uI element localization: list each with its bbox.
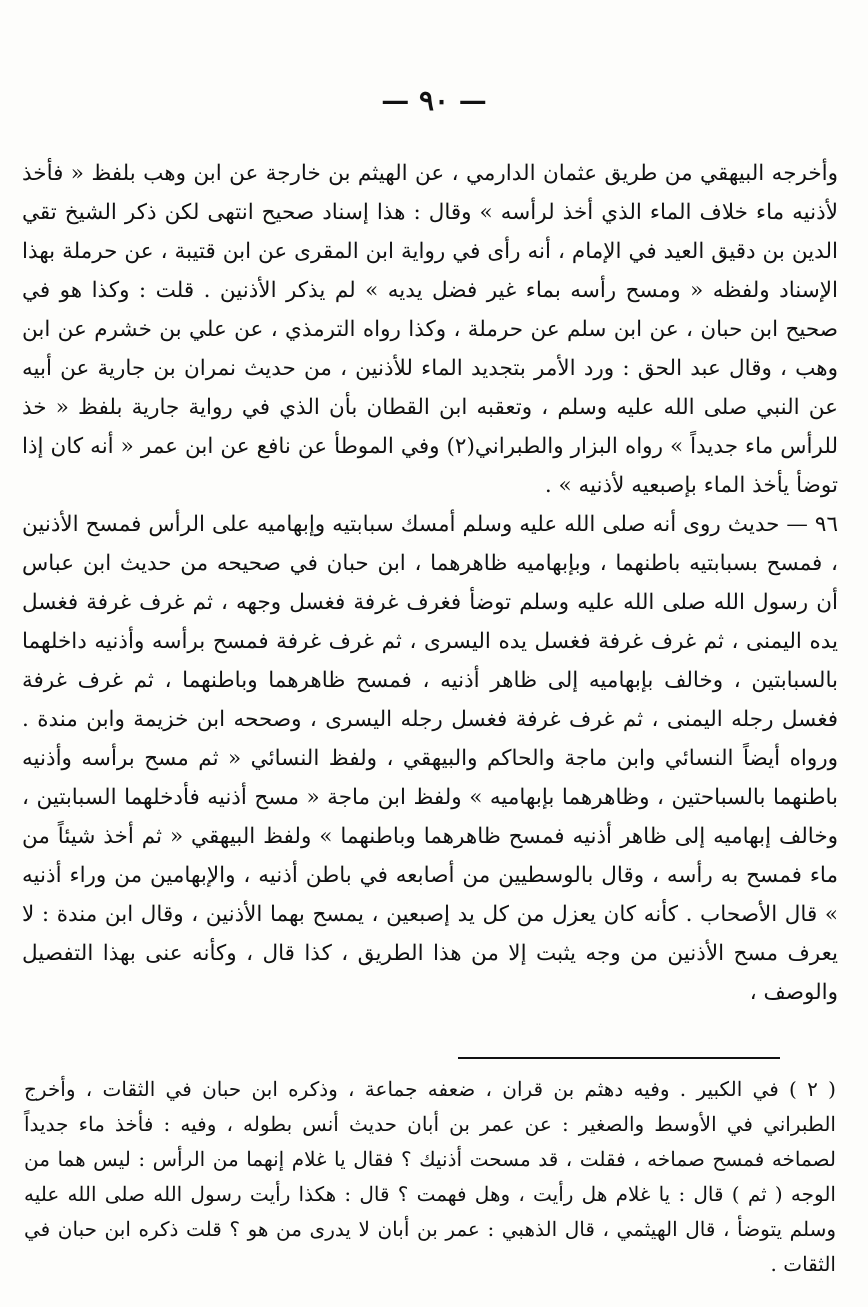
main-body-text: [22, 154, 838, 1012]
footnote-section: [24, 1072, 836, 1282]
paragraph-hadith-96: ٩٦ — حديث روى أنه صلى الله عليه وسلم أمسك سبابتيه وإبهاميه على الرأس فمسح الأذنين ، فمسح بسبابتيه باطنهما ، وبإبهاميه ظاهرهما ، ابن حبان في صحيحه من حديث ابن عباس أن رسول الله صلى الله عليه وسلم توضأ فغرف غرفة فغسل وجهه ، ثم غرف غرفة فغسل يده اليمنى ، ثم غرف غرفة فغسل يده اليسرى ، ثم غرف غرفة فمسح برأسه وأذنيه داخلهما بالسبابتين ، وخالف بإبهاميه إلى ظاهر أذنيه ، فمسح ظاهرهما وباطنهما ، ثم غرف غرفة فغسل رجله اليمنى ، ثم غرف غرفة فغسل رجله اليسرى ، وصححه ابن خزيمة وابن مندة . ورواه أيضاً النسائي وابن ماجة والحاكم والبيهقي ، ولفظ النسائي « ثم مسح برأسه وأذنيه باطنهما بالسباحتين ، وظاهرهما بإبهاميه » ولفظ ابن ماجة « مسح أذنيه فأدخلهما السبابتين ، وخالف إبهاميه إلى ظاهر أذنيه فمسح ظاهرهما وباطنهما » ولفظ البيهقي « ثم أخذ شيئاً من ماء فمسح به رأسه ، وقال بالوسطيين من أصابعه في باطن أذنيه ، والإبهامين من وراء أذنيه » قال الأصحاب . كأنه كان يعزل من كل يد إصبعين ، يمسح بهما الأذنين ، وقال ابن مندة : لا يعرف مسح الأذنين من وجه يثبت إلا من هذا الطريق ، كذا قال ، وكأنه عنى بهذا التفصيل والوصف ،: [22, 512, 838, 1005]
paragraph-takhrij-bayhaqi: وأخرجه البيهقي من طريق عثمان الدارمي ، عن الهيثم بن خارجة عن ابن وهب بلفظ « فأخذ لأذنيه ماء خلاف الماء الذي أخذ لرأسه » وقال : هذا إسناد صحيح انتهى لكن ذكر الشيخ تقي الدين بن دقيق العيد في الإمام ، أنه رأى في رواية ابن المقرى عن ابن قتيبة ، عن حرملة بهذا الإسناد ولفظه « ومسح رأسه بماء غير فضل يديه » لم يذكر الأذنين . قلت : وكذا هو في صحيح ابن حبان ، عن ابن سلم عن حرملة ، وكذا رواه الترمذي ، عن علي بن خشرم عن ابن وهب ، وقال عبد الحق : ورد الأمر بتجديد الماء للأذنين ، من حديث نمران بن جارية عن أبيه عن النبي صلى الله عليه وسلم ، وتعقبه ابن القطان بأن الذي في رواية جارية بلفظ « خذ للرأس ماء جديداً » رواه البزار والطبراني(٢) وفي الموطأ عن نافع عن ابن عمر « أنه كان إذا توضأ يأخذ الماء بإصبعيه لأذنيه » .: [22, 161, 838, 498]
footnote-2: ( ٢ ) في الكبير . وفيه دهثم بن قران ، ضعفه جماعة ، وذكره ابن حبان في الثقات ، وأخرج الطبراني في الأوسط والصغير : عن عمر بن أبان حديث أنس بطوله ، وفيه : فأخذ ماء جديداً لصماخه فمسح صماخه ، فقلت ، قد مسحت أذنيك ؟ فقال يا غلام إنهما من الرأس : ليس هما من الوجه ( ثم ) قال : يا غلام هل رأيت ، وهل فهمت ؟ قال : هكذا رأيت رسول الله صلى الله عليه وسلم يتوضأ ، قال الهيثمي ، قال الذهبي : عمر بن أبان لا يدرى من هو ؟ قلت ذكره ابن حبان في الثقات .: [24, 1077, 836, 1276]
footnote-divider: [458, 1057, 780, 1059]
page-number: — ٩٠ —: [381, 84, 487, 117]
